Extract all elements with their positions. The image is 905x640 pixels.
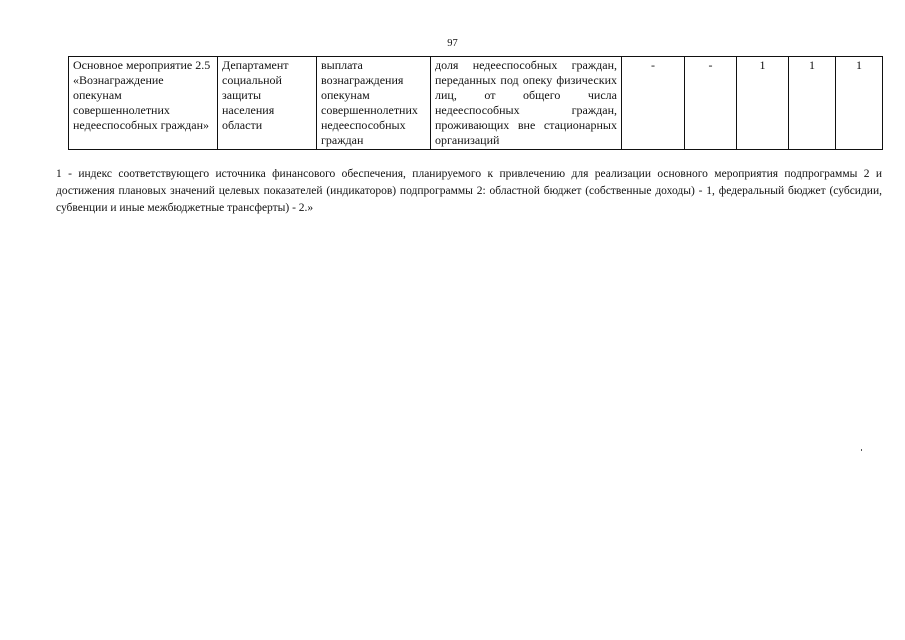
executor-cell: Департамент социальной защиты населения области <box>218 57 317 150</box>
page-number: 97 <box>447 38 458 49</box>
value-cell-3: 1 <box>737 57 789 150</box>
value-cell-1: - <box>622 57 685 150</box>
value-cell-4: 1 <box>789 57 836 150</box>
scan-dot <box>861 449 862 451</box>
footnote: 1 - индекс соответствующего источника финансового обеспечения, планируемого к привлечению для реализации основного мероприятия подпрограммы 2 и достижения плановых значений целевых показателей (индикаторов) подпрограммы 2: областной бюджет (собственные доходы) - 1, федеральный бюджет (субсидии, субвенции и иные межбюджетные трансферты) - 2.» <box>56 168 882 214</box>
indicator-cell: доля недееспособных граждан, переданных под опеку физических лиц, от общего числа недееспособных граждан, проживающих вне стационарных организаций <box>431 57 622 150</box>
program-activity-table <box>68 56 883 150</box>
value-cell-2: - <box>685 57 737 150</box>
value-cell-5: 1 <box>836 57 883 150</box>
table-row <box>69 57 883 150</box>
activity-name-cell: Основное мероприятие 2.5 «Вознаграждение опекунам совершеннолетних недееспособных граждан» <box>69 57 218 150</box>
result-cell: выплата вознаграждения опекунам совершеннолетних недееспособных граждан <box>317 57 431 150</box>
